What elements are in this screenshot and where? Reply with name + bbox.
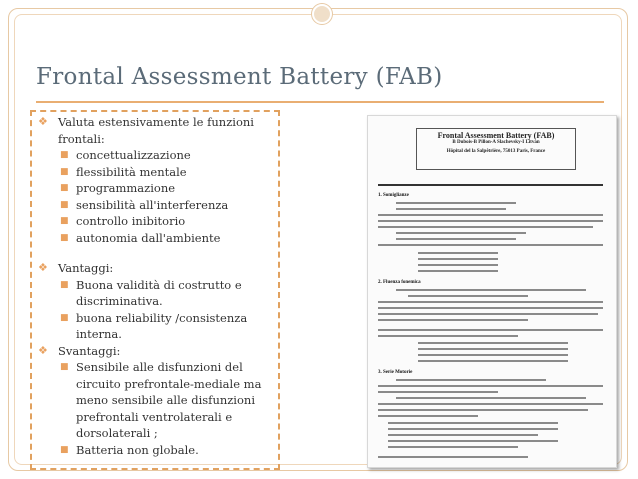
- bullet-square-icon: ■: [60, 312, 69, 323]
- document-header-box: [416, 128, 576, 170]
- doc-text-line: [388, 446, 518, 448]
- doc-text-line: [418, 270, 498, 272]
- doc-text-line: [378, 226, 593, 228]
- bullet-level2: [38, 180, 278, 197]
- doc-text-line: [388, 428, 558, 430]
- doc-text-line: [378, 220, 603, 222]
- bullet-square-icon: ■: [60, 232, 69, 243]
- doc-text-line: [396, 208, 506, 210]
- bullet-level1: [38, 114, 278, 147]
- doc-text-line: [378, 184, 603, 186]
- bullet-level2: [38, 147, 278, 164]
- doc-text-line: [388, 434, 538, 436]
- doc-text-line: [378, 301, 603, 303]
- bullet-level2: [38, 230, 278, 247]
- bullet-text: controllo inibitorio: [76, 214, 186, 228]
- doc-text-line: [418, 348, 568, 350]
- doc-text-line: [378, 319, 528, 321]
- document-section-heading: 2. Fluenza fonemica: [378, 280, 421, 285]
- bullet-text: programmazione: [76, 181, 176, 195]
- bullet-square-icon: ■: [60, 150, 69, 160]
- bullet-text: Vantaggi:: [58, 261, 114, 275]
- bullet-square-icon: ■: [60, 183, 69, 193]
- doc-text-line: [396, 397, 586, 399]
- bullet-level2: [38, 442, 278, 459]
- document-hospital: Hôpital del la Salpêtrière, 75013 Paris, France: [446, 149, 546, 154]
- doc-text-line: [378, 391, 498, 393]
- doc-text-line: [396, 238, 516, 240]
- doc-text-line: [396, 202, 516, 204]
- decorative-circle-icon: [312, 4, 332, 24]
- doc-text-line: [388, 422, 558, 424]
- doc-text-line: [378, 456, 528, 458]
- doc-text-line: [378, 313, 598, 315]
- bullet-diamond-icon: ❖: [38, 343, 48, 357]
- doc-text-line: [378, 214, 603, 216]
- doc-text-line: [408, 295, 528, 297]
- document-section-heading: 1. Somiglianze: [378, 193, 409, 198]
- bullet-level1: [38, 343, 278, 360]
- bullet-content: [38, 114, 278, 458]
- document-section-heading: 3. Serie Motorie: [378, 370, 413, 375]
- bullet-square-icon: ■: [60, 279, 69, 290]
- bullet-text: concettualizzazione: [76, 148, 191, 162]
- doc-text-line: [378, 244, 603, 246]
- bullet-text: Batteria non globale.: [76, 442, 199, 457]
- bullet-text: autonomia dall'ambiente: [76, 230, 221, 245]
- document-authors: B Dubois-B Pillon-A Slachevsky-I Litvan: [452, 140, 540, 145]
- document-title: Frontal Assessment Battery (FAB): [437, 131, 555, 140]
- doc-text-line: [418, 360, 568, 362]
- doc-text-line: [418, 252, 498, 254]
- doc-text-line: [378, 415, 478, 417]
- doc-text-line: [378, 335, 518, 337]
- doc-text-line: [378, 307, 603, 309]
- bullet-level2: [38, 164, 278, 181]
- bullet-text: sensibilità all'interferenza: [76, 197, 229, 212]
- bullet-text: buona reliability /consistenza interna.: [76, 310, 248, 341]
- doc-text-line: [418, 354, 568, 356]
- bullet-text: Valuta estensivamente le funzioni frontali:: [58, 115, 254, 146]
- doc-text-line: [396, 289, 586, 291]
- bullet-diamond-icon: ❖: [38, 261, 48, 274]
- bullet-level2: [38, 213, 278, 230]
- bullet-text: flessibilità mentale: [76, 164, 187, 179]
- bullet-square-icon: ■: [60, 199, 69, 210]
- bullet-text: Sensibile alle disfunzioni del circuito prefrontale-mediale ma meno sensibile alle disfunzioni prefrontali ventrolaterali e dorsolaterali ;: [76, 360, 262, 440]
- bullet-text: Svantaggi:: [58, 343, 121, 358]
- doc-text-line: [378, 403, 603, 405]
- doc-text-line: [396, 379, 546, 381]
- bullet-level2: [38, 310, 278, 343]
- bullet-level2: [38, 197, 278, 214]
- doc-text-line: [396, 232, 526, 234]
- doc-text-line: [418, 264, 498, 266]
- bullet-level2: [38, 277, 278, 310]
- bullet-square-icon: ■: [60, 216, 69, 226]
- bullet-text: Buona validità di costrutto e discriminativa.: [76, 277, 242, 308]
- doc-text-line: [378, 385, 603, 387]
- doc-text-line: [378, 329, 603, 331]
- fab-document-image: [367, 115, 617, 468]
- doc-text-line: [418, 258, 498, 260]
- bullet-level1: [38, 260, 278, 277]
- bullet-square-icon: ■: [60, 444, 69, 455]
- bullet-level2: [38, 359, 278, 442]
- doc-text-line: [388, 440, 558, 442]
- bullet-diamond-icon: ❖: [38, 115, 48, 128]
- doc-text-line: [418, 342, 568, 344]
- bullet-square-icon: ■: [60, 166, 69, 177]
- doc-text-line: [378, 409, 588, 411]
- bullet-square-icon: ■: [60, 362, 69, 372]
- slide-title: Frontal Assessment Battery (FAB): [36, 64, 443, 90]
- title-underline: [36, 101, 604, 103]
